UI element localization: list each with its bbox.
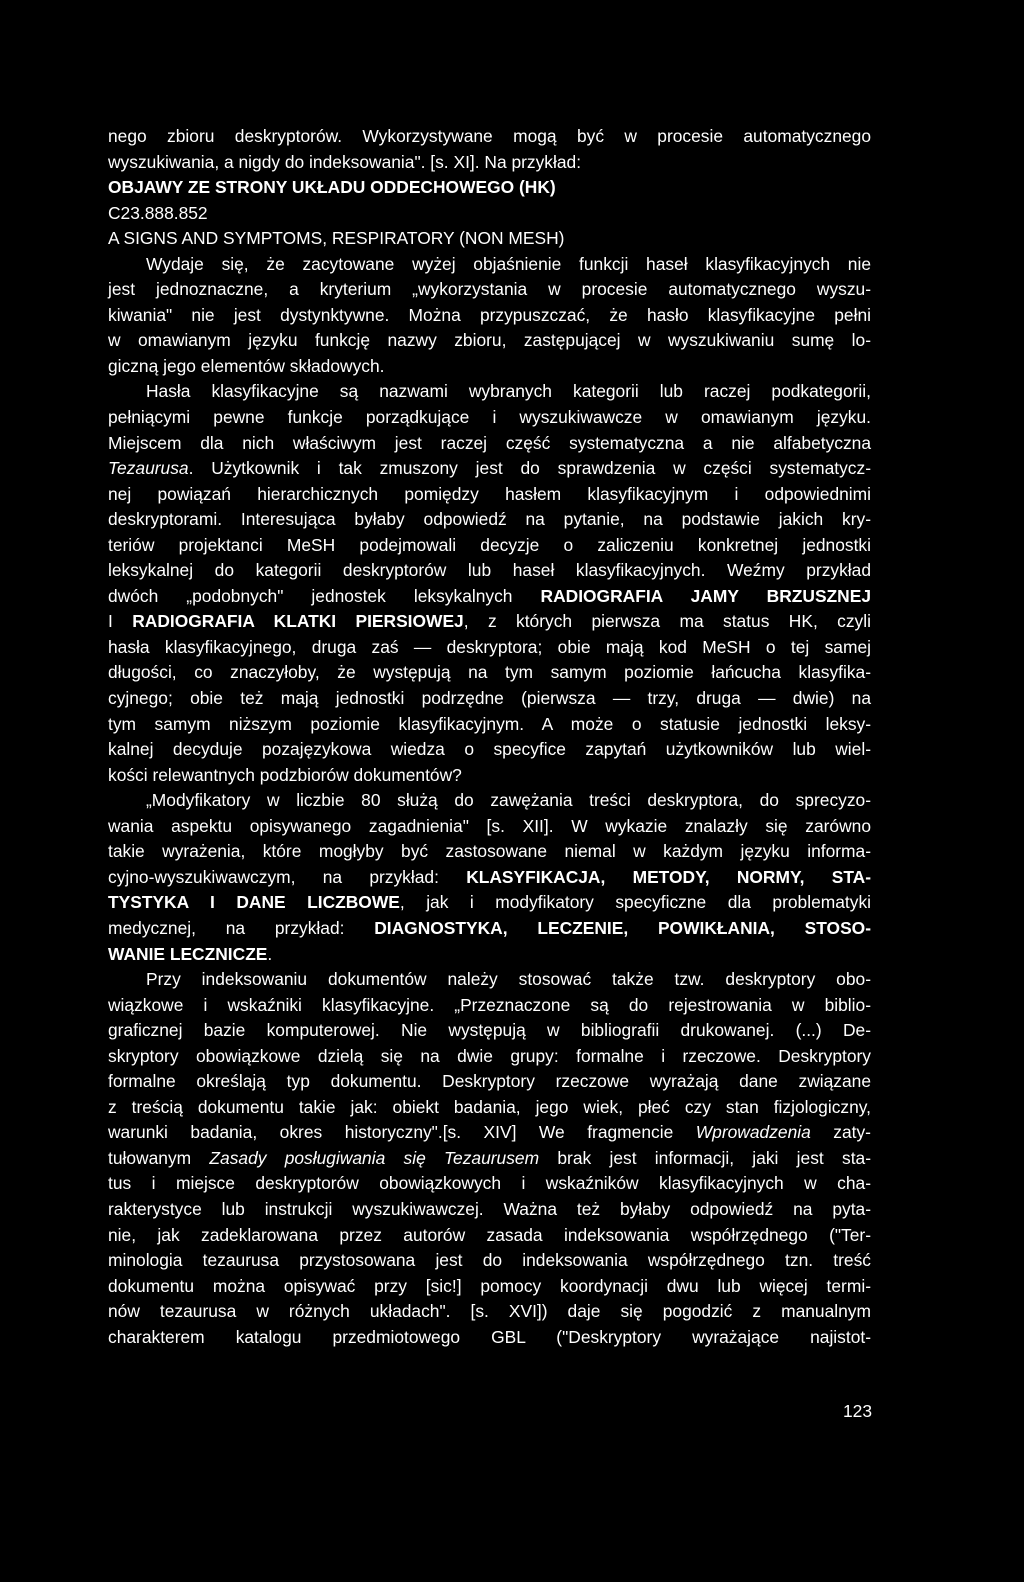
text-line: nie, jak zadeklarowana przez autorów zasada indeksowania współrzędnego ("Ter- — [108, 1224, 871, 1245]
text-line: A SIGNS AND SYMPTOMS, RESPIRATORY (NON MESH) — [108, 228, 565, 249]
text-line: Miejscem dla nich właściwym jest raczej część systematyczna a nie alfabetyczna — [108, 432, 871, 453]
text-line: giczną jego elementów składowych. — [108, 355, 385, 376]
paragraph-start-line: Hasła klasyfikacyjne są nazwami wybranych kategorii lub raczej podkategorii, — [146, 381, 871, 402]
text-line: wiązkowe i wskaźniki klasyfikacyjne. „Przeznaczone są do rejestrowania w biblio- — [108, 994, 871, 1015]
text-line: deskryptorami. Interesująca byłaby odpowiedź na pytanie, na podstawie jakich kry- — [108, 509, 871, 530]
text-line: graficznej bazie komputerowej. Nie występują w bibliografii drukowanej. (...) De- — [108, 1020, 871, 1041]
text-line: takie wyrażenia, które mogłyby być zastosowane niemal w każdym języku informa- — [108, 841, 871, 862]
text-line: tułowanym Zasady posługiwania się Tezaurusem brak jest informacji, jaki jest sta- — [108, 1147, 872, 1168]
text-line: pełniącymi pewne funkcje porządkujące i wyszukiwawcze w omawianym języku. — [108, 407, 871, 428]
mesh-code: C23.888.852 — [108, 202, 208, 223]
text-line: skryptory obowiązkowe dzielą się na dwie grupy: formalne i rzeczowe. Deskryptory — [108, 1045, 871, 1066]
text-line: długości, co znaczyłoby, że występują na tym samym poziomie łańcucha klasyfika- — [108, 662, 871, 683]
text-line: warunki badania, okres historyczny".[s. XIV] We fragmencie Wprowadzenia zaty- — [108, 1122, 871, 1143]
text-line: tus i miejsce deskryptorów obowiązkowych i wskaźników klasyfikacyjnych w cha- — [108, 1173, 871, 1194]
text-line: nego zbioru deskryptorów. Wykorzystywane mogą być w procesie automatycznego — [108, 126, 871, 146]
text-line: teriów projektanci MeSH podejmowali decyzje o zaliczeniu konkretnej jednostki — [108, 534, 871, 555]
text-line: kalnej decyduje pozajęzykowa wiedza o specyfice zapytań użytkowników lub wiel- — [108, 739, 871, 760]
page-body-text — [108, 124, 871, 1350]
text-line: nej powiązań hierarchicznych pomiędzy hasłem klasyfikacyjnym i odpowiednimi — [108, 483, 871, 504]
text-line: z treścią dokumentu takie jak: obiekt badania, jego wiek, płeć czy stan fizjologiczny, — [108, 1096, 871, 1117]
text-line: WANIE LECZNICZE. — [108, 943, 273, 964]
text-line: I RADIOGRAFIA KLATKI PIERSIOWEJ, z których pierwsza ma status HK, czyli — [108, 611, 871, 632]
text-line: w omawianym języku funkcję nazwy zbioru, zastępującej w wyszukiwaniu sumę lo- — [108, 330, 871, 351]
text-line: kiwania" nie jest dystynktywne. Można przypuszczać, że hasło klasyfikacyjne pełni — [108, 304, 871, 325]
text-line: leksykalnej do kategorii deskryptorów lub haseł klasyfikacyjnych. Weźmy przykład — [108, 560, 871, 581]
text-line: tym samym niższym poziomie klasyfikacyjnym. A może o statusie jednostki leksy- — [108, 713, 871, 734]
page-number: 123 — [842, 1401, 872, 1421]
text-line: cyjno-wyszukiwawczym, na przykład: KLASYFIKACJA, METODY, NORMY, STA- — [108, 866, 872, 887]
text-line: charakterem katalogu przedmiotowego GBL ("Deskryptory wyrażające najistot- — [108, 1326, 871, 1347]
text-line: nów tezaurusa w różnych układach". [s. XVI]) daje się pogodzić z manualnym — [108, 1301, 871, 1322]
text-line: medycznej, na przykład: DIAGNOSTYKA, LECZENIE, POWIKŁANIA, STOSO- — [108, 917, 871, 938]
text-line: dwóch „podobnych" jednostek leksykalnych RADIOGRAFIA JAMY BRZUSZNEJ — [108, 585, 871, 606]
text-line: dokumentu można opisywać przy [sic!] pomocy koordynacji dwu lub więcej termi- — [108, 1275, 871, 1296]
text-line: kości relewantnych podzbiorów dokumentów? — [108, 764, 462, 785]
paragraph-start-line: „Modyfikatory w liczbie 80 służą do zawężania treści deskryptora, do sprecyzo- — [146, 790, 871, 811]
text-line: cyjnego; obie też mają jednostki podrzędne (pierwsza — trzy, druga — dwie) na — [108, 688, 871, 709]
heading-term: OBJAWY ZE STRONY UKŁADU ODDECHOWEGO (HK) — [108, 177, 556, 198]
paragraph-start-line: Wydaje się, że zacytowane wyżej objaśnienie funkcji haseł klasyfikacyjnych nie — [146, 253, 871, 274]
text-line: jest jednoznaczne, a kryterium „wykorzystania w procesie automatycznego wyszu- — [108, 279, 871, 300]
text-line: hasła klasyfikacyjnego, druga zaś — deskryptora; obie mają kod MeSH o tej samej — [108, 636, 871, 657]
text-line: formalne określają typ dokumentu. Deskryptory rzeczowe wyrażają dane związane — [108, 1071, 871, 1092]
text-line: TYSTYKA I DANE LICZBOWE, jak i modyfikatory specyficzne dla problematyki — [108, 892, 871, 913]
text-line: wania aspektu opisywanego zagadnienia" [s. XII]. W wykazie znalazły się zarówno — [108, 815, 871, 836]
text-line: minologia tezaurusa przystosowana jest do indeksowania współrzędnego tzn. treść — [108, 1250, 871, 1271]
text-line: wyszukiwania, a nigdy do indeksowania". [s. XI]. Na przykład: — [108, 151, 582, 172]
text-line: rakterystyce lub instrukcji wyszukiwawczej. Ważna też byłaby odpowiedź na pyta- — [108, 1198, 871, 1219]
paragraph-start-line: Przy indeksowaniu dokumentów należy stosować także tzw. deskryptory obo- — [146, 969, 871, 990]
text-line: Tezaurusa. Użytkownik i tak zmuszony jest do sprawdzenia w części systematycz- — [108, 458, 871, 479]
